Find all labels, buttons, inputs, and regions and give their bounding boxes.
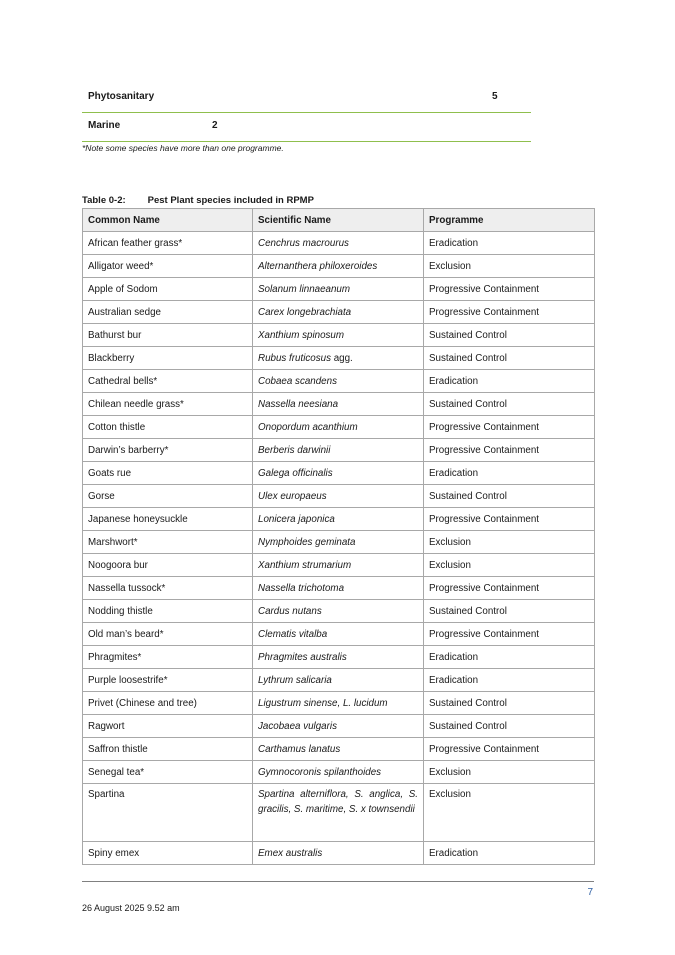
table-row <box>83 554 595 577</box>
cell-scientific-name: Cardus nutans <box>253 600 424 623</box>
cell-scientific-name: Berberis darwinii <box>253 439 424 462</box>
cell-common-name: Chilean needle grass* <box>83 393 253 416</box>
table-row <box>83 577 595 600</box>
cell-programme: Progressive Containment <box>424 738 595 761</box>
cell-scientific-name: Emex australis <box>253 842 424 865</box>
table-row <box>83 255 595 278</box>
cell-scientific-name: Phragmites australis <box>253 646 424 669</box>
cell-common-name: Purple loosestrife* <box>83 669 253 692</box>
table-row <box>83 370 595 393</box>
cell-programme: Progressive Containment <box>424 577 595 600</box>
cell-scientific-name: Lythrum salicaria <box>253 669 424 692</box>
cell-scientific-name: Onopordum acanthium <box>253 416 424 439</box>
scientific-name-suffix: agg. <box>330 352 353 364</box>
table-row <box>83 301 595 324</box>
cell-programme: Progressive Containment <box>424 508 595 531</box>
cell-scientific-name: Jacobaea vulgaris <box>253 715 424 738</box>
cell-programme: Exclusion <box>424 531 595 554</box>
cell-programme: Exclusion <box>424 784 595 842</box>
cell-common-name: Gorse <box>83 485 253 508</box>
cell-programme: Sustained Control <box>424 692 595 715</box>
cell-scientific-name: Cenchrus macrourus <box>253 232 424 255</box>
table-row <box>83 692 595 715</box>
cell-programme: Progressive Containment <box>424 623 595 646</box>
cell-programme: Sustained Control <box>424 347 595 370</box>
cell-scientific-name: Xanthium strumarium <box>253 554 424 577</box>
cell-common-name: Nodding thistle <box>83 600 253 623</box>
cell-common-name: Ragwort <box>83 715 253 738</box>
table-row <box>83 842 595 865</box>
cell-programme: Progressive Containment <box>424 301 595 324</box>
print-timestamp: 26 August 2025 9.52 am <box>82 903 180 913</box>
cell-programme: Exclusion <box>424 255 595 278</box>
cell-scientific-name: Ligustrum sinense, L. lucidum <box>253 692 424 715</box>
cell-scientific-name: Carex longebrachiata <box>253 301 424 324</box>
cell-programme: Eradication <box>424 646 595 669</box>
cell-common-name: Noogoora bur <box>83 554 253 577</box>
header-programme: Programme <box>424 209 595 232</box>
cell-programme: Sustained Control <box>424 485 595 508</box>
table-row <box>83 738 595 761</box>
cell-common-name: Spartina <box>83 784 253 842</box>
cell-scientific-name: Alternanthera philoxeroides <box>253 255 424 278</box>
cell-common-name: Bathurst bur <box>83 324 253 347</box>
cell-programme: Eradication <box>424 370 595 393</box>
table-row <box>83 715 595 738</box>
cell-common-name: Nassella tussock* <box>83 577 253 600</box>
table-row <box>83 439 595 462</box>
table-row <box>83 324 595 347</box>
summary-label: Marine <box>88 120 121 131</box>
pest-plant-table <box>82 208 595 865</box>
table-row <box>83 347 595 370</box>
table-row <box>83 393 595 416</box>
cell-programme: Progressive Containment <box>424 439 595 462</box>
table-row <box>83 485 595 508</box>
cell-scientific-name: Cobaea scandens <box>253 370 424 393</box>
cell-common-name: Cotton thistle <box>83 416 253 439</box>
programme-summary <box>82 84 531 142</box>
cell-common-name: Senegal tea* <box>83 761 253 784</box>
cell-common-name: Alligator weed* <box>83 255 253 278</box>
cell-common-name: Old man’s beard* <box>83 623 253 646</box>
table-caption <box>82 195 314 206</box>
summary-value: 2 <box>212 120 218 131</box>
table-row <box>83 784 595 842</box>
cell-scientific-name: Xanthium spinosum <box>253 324 424 347</box>
cell-scientific-name: Clematis vitalba <box>253 623 424 646</box>
cell-programme: Sustained Control <box>424 600 595 623</box>
table-row <box>83 462 595 485</box>
cell-scientific-name: Solanum linnaeanum <box>253 278 424 301</box>
table-row <box>83 669 595 692</box>
footer-rule <box>82 881 594 882</box>
cell-programme: Exclusion <box>424 761 595 784</box>
cell-common-name: Darwin’s barberry* <box>83 439 253 462</box>
page-number: 7 <box>587 887 593 898</box>
cell-scientific-name: Spartina alterniflora, S. anglica, S. gracilis, S. maritime, S. x townsendii <box>253 784 424 842</box>
cell-common-name: Apple of Sodom <box>83 278 253 301</box>
table-caption-text: Pest Plant species included in RPMP <box>147 195 314 206</box>
cell-programme: Exclusion <box>424 554 595 577</box>
cell-common-name: Marshwort* <box>83 531 253 554</box>
table-row <box>83 600 595 623</box>
species-note: *Note some species have more than one programme. <box>82 143 284 153</box>
cell-common-name: Privet (Chinese and tree) <box>83 692 253 715</box>
cell-programme: Eradication <box>424 842 595 865</box>
cell-common-name: Australian sedge <box>83 301 253 324</box>
table-row <box>83 278 595 301</box>
cell-scientific-name <box>253 347 424 370</box>
table-row <box>83 761 595 784</box>
cell-common-name: Phragmites* <box>83 646 253 669</box>
cell-programme: Sustained Control <box>424 393 595 416</box>
cell-programme: Sustained Control <box>424 715 595 738</box>
table-row <box>83 646 595 669</box>
table-row <box>83 531 595 554</box>
cell-common-name: Saffron thistle <box>83 738 253 761</box>
cell-scientific-name: Nassella trichotoma <box>253 577 424 600</box>
cell-common-name: Japanese honeysuckle <box>83 508 253 531</box>
cell-scientific-name: Galega officinalis <box>253 462 424 485</box>
summary-value: 5 <box>492 91 498 102</box>
table-header-row <box>83 209 595 232</box>
cell-scientific-name: Carthamus lanatus <box>253 738 424 761</box>
cell-programme: Progressive Containment <box>424 278 595 301</box>
cell-programme: Eradication <box>424 669 595 692</box>
cell-scientific-name: Lonicera japonica <box>253 508 424 531</box>
cell-common-name: Cathedral bells* <box>83 370 253 393</box>
cell-scientific-name: Nassella neesiana <box>253 393 424 416</box>
table-row <box>83 623 595 646</box>
cell-common-name: African feather grass* <box>83 232 253 255</box>
summary-row-marine <box>82 113 531 142</box>
cell-common-name: Goats rue <box>83 462 253 485</box>
cell-scientific-name: Ulex europaeus <box>253 485 424 508</box>
header-scientific-name: Scientific Name <box>253 209 424 232</box>
header-common-name: Common Name <box>83 209 253 232</box>
cell-scientific-name: Nymphoides geminata <box>253 531 424 554</box>
cell-programme: Progressive Containment <box>424 416 595 439</box>
cell-common-name: Spiny emex <box>83 842 253 865</box>
cell-programme: Eradication <box>424 232 595 255</box>
table-row <box>83 508 595 531</box>
scientific-name-text: Rubus fruticosus <box>258 352 331 364</box>
cell-programme: Eradication <box>424 462 595 485</box>
summary-row-phytosanitary <box>82 84 531 113</box>
table-row <box>83 232 595 255</box>
summary-label: Phytosanitary <box>88 91 155 102</box>
cell-programme: Sustained Control <box>424 324 595 347</box>
table-row <box>83 416 595 439</box>
table-caption-number: Table 0-2: <box>82 195 126 206</box>
cell-common-name: Blackberry <box>83 347 253 370</box>
cell-scientific-name: Gymnocoronis spilanthoides <box>253 761 424 784</box>
